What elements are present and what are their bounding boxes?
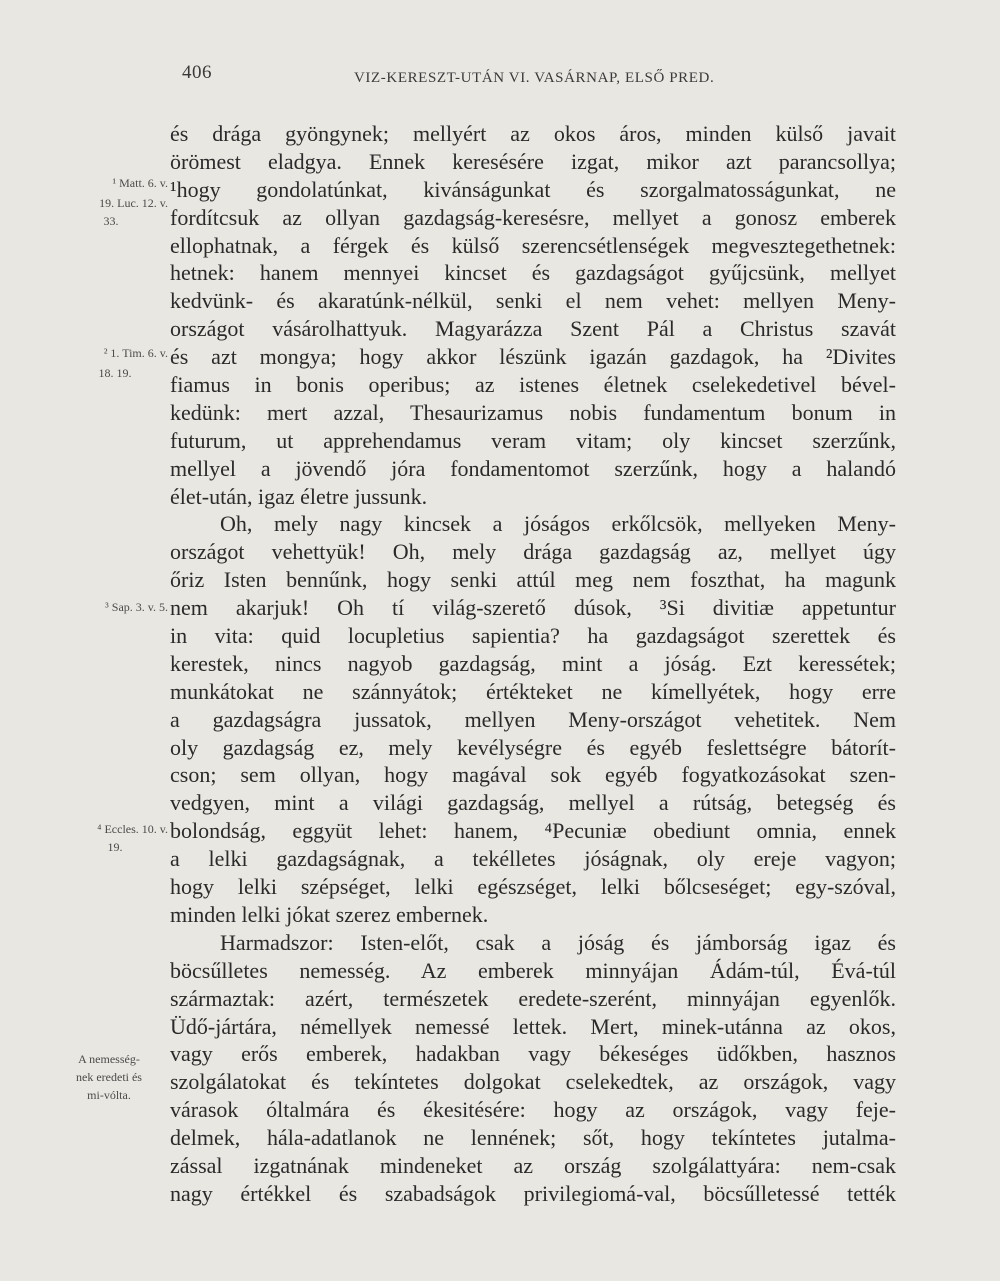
margin-note: 19. Luc. 12. v. bbox=[99, 196, 168, 210]
text-line: származtak: azért, természetek eredete-szerént, minnyájan egyenlők. bbox=[170, 985, 896, 1011]
page-number: 406 bbox=[182, 62, 212, 83]
margin-note: 18. 19. bbox=[98, 366, 132, 380]
text-line: vagy erős emberek, hadakban vagy békeséges üdőkben, hasznos bbox=[170, 1041, 896, 1067]
text-line: a lelki gazdagságnak, a tekélletes jóságnak, oly ereje vagyon; bbox=[170, 846, 896, 872]
text-line: nem akarjuk! Oh tí világ-szerető dúsok, ³Si divitiæ appetuntur bbox=[170, 595, 896, 621]
text-line: Harmadszor: Isten-előt, csak a jóság és jámborság igaz és bbox=[220, 929, 896, 955]
text-line: fiamus in bonis operibus; az istenes életnek cselekedetivel bével- bbox=[170, 372, 896, 398]
margin-note: A nemesség- bbox=[78, 1052, 140, 1066]
text-line: országot vehettyük! Oh, mely drága gazdagság az, mellyet úgy bbox=[170, 539, 896, 565]
text-line: örömest eladgya. Ennek keresésére izgat, mikor azt parancsollya; bbox=[170, 148, 896, 174]
text-line: minden lelki jókat szerez embernek. bbox=[170, 901, 489, 927]
text-line: várasok óltalmára és ékesitésére: hogy az országok, vagy feje- bbox=[170, 1097, 896, 1123]
text-line: ellophatnak, a férgek és külső szerencsétlenségek megvesztegethetnek: bbox=[170, 232, 896, 258]
margin-note: mi-vólta. bbox=[87, 1088, 131, 1102]
text-line: hogy lelki szépséget, lelki egészséget, lelki bőlcseséget; egy-szóval, bbox=[170, 874, 896, 900]
text-line: kedünk: mert azzal, Thesaurizamus nobis fundamentum bonum in bbox=[170, 399, 896, 425]
text-line: kedvünk- és akaratúnk-nélkül, senki el nem vehet: mellyen Meny- bbox=[170, 288, 896, 314]
margin-note: 19. bbox=[107, 840, 123, 854]
body-text bbox=[170, 120, 896, 1208]
page-header bbox=[174, 62, 894, 92]
text-line: élet-után, igaz életre jussunk. bbox=[170, 483, 428, 509]
margin-note: ³ Sap. 3. v. 5. bbox=[105, 600, 168, 614]
text-line: cson; sem ollyan, hogy magával sok egyéb fogyatkozásokat szen- bbox=[170, 762, 896, 788]
text-line: zással izgatnának mindeneket az ország szolgálattyára: nem-csak bbox=[170, 1152, 896, 1178]
text-line: in vita: quid locupletius sapientia? ha gazdagságot szerettek és bbox=[170, 623, 896, 649]
text-line: és drága gyöngynek; mellyért az okos áros, minden külső javait bbox=[170, 121, 896, 146]
text-line: fordítcsuk az ollyan gazdagság-keresésre, mellyet a gonosz emberek bbox=[170, 204, 896, 230]
text-line: bolondság, eggyüt lehet: hanem, ⁴Pecuniæ obediunt omnia, ennek bbox=[170, 818, 896, 844]
text-line: oly gazdagság ez, mely kevélységre és egyéb feslettségre bátorít- bbox=[170, 734, 896, 760]
text-line: országot vásárolhattyuk. Magyarázza Szent Pál a Christus szavát bbox=[170, 316, 896, 342]
text-line: kerestek, nincs nagyob gazdagság, mint a jóság. Ezt keressétek; bbox=[170, 650, 896, 676]
text-line: mellyel a jövendő jóra fondamentomot szerzűnk, hogy a halandó bbox=[170, 455, 896, 481]
margin-note: ⁴ Eccles. 10. v. bbox=[97, 822, 168, 836]
running-title: VIZ-KERESZT-UTÁN VI. VASÁRNAP, ELSŐ PRED. bbox=[354, 70, 715, 86]
margin-note: ² 1. Tim. 6. v. bbox=[103, 346, 168, 360]
text-line: ¹hogy gondolatúnkat, kivánságunkat és szorgalmatosságunkat, ne bbox=[170, 176, 896, 202]
text-line: és azt mongya; hogy akkor lészünk igazán gazdagok, ha ²Divites bbox=[170, 344, 896, 370]
text-line: nagy értékkel és szabadságok privilegiomá-val, böcsűlletessé tették bbox=[170, 1180, 896, 1206]
text-line: futurum, ut apprehendamus veram vitam; oly kincset szerzűnk, bbox=[170, 427, 896, 453]
text-line: Üdő-jártára, némellyek nemessé lettek. Mert, minek-utánna az okos, bbox=[170, 1013, 896, 1039]
text-line: szolgálatokat és tekíntetes dolgokat cselekedtek, az országok, vagy bbox=[170, 1069, 896, 1095]
margin-note: ¹ Matt. 6. v. bbox=[112, 176, 168, 190]
text-line: vedgyen, mint a világi gazdagság, mellyel a rútság, betegség és bbox=[170, 790, 896, 816]
text-line: böcsűlletes nemesség. Az emberek minnyájan Ádám-túl, Évá-túl bbox=[170, 957, 896, 983]
margin-note: nek eredeti és bbox=[76, 1070, 142, 1084]
text-line: őriz Isten bennűnk, hogy senki attúl meg nem foszthat, ha magunk bbox=[170, 567, 896, 593]
margin-note: 33. bbox=[103, 214, 119, 228]
text-line: a gazdagságra jussatok, mellyen Meny-országot vehetitek. Nem bbox=[170, 706, 896, 732]
text-line: delmek, hála-adatlanok ne lennének; sőt, hogy tekíntetes jutalma- bbox=[170, 1125, 896, 1151]
text-line: munkátokat ne szánnyátok; értékteket ne kímellyétek, hogy erre bbox=[170, 678, 896, 704]
text-line: Oh, mely nagy kincsek a jóságos erkőlcsök, mellyeken Meny- bbox=[220, 511, 896, 537]
text-line: hetnek: hanem mennyei kincset és gazdagságot gyűjcsünk, mellyet bbox=[170, 260, 896, 286]
